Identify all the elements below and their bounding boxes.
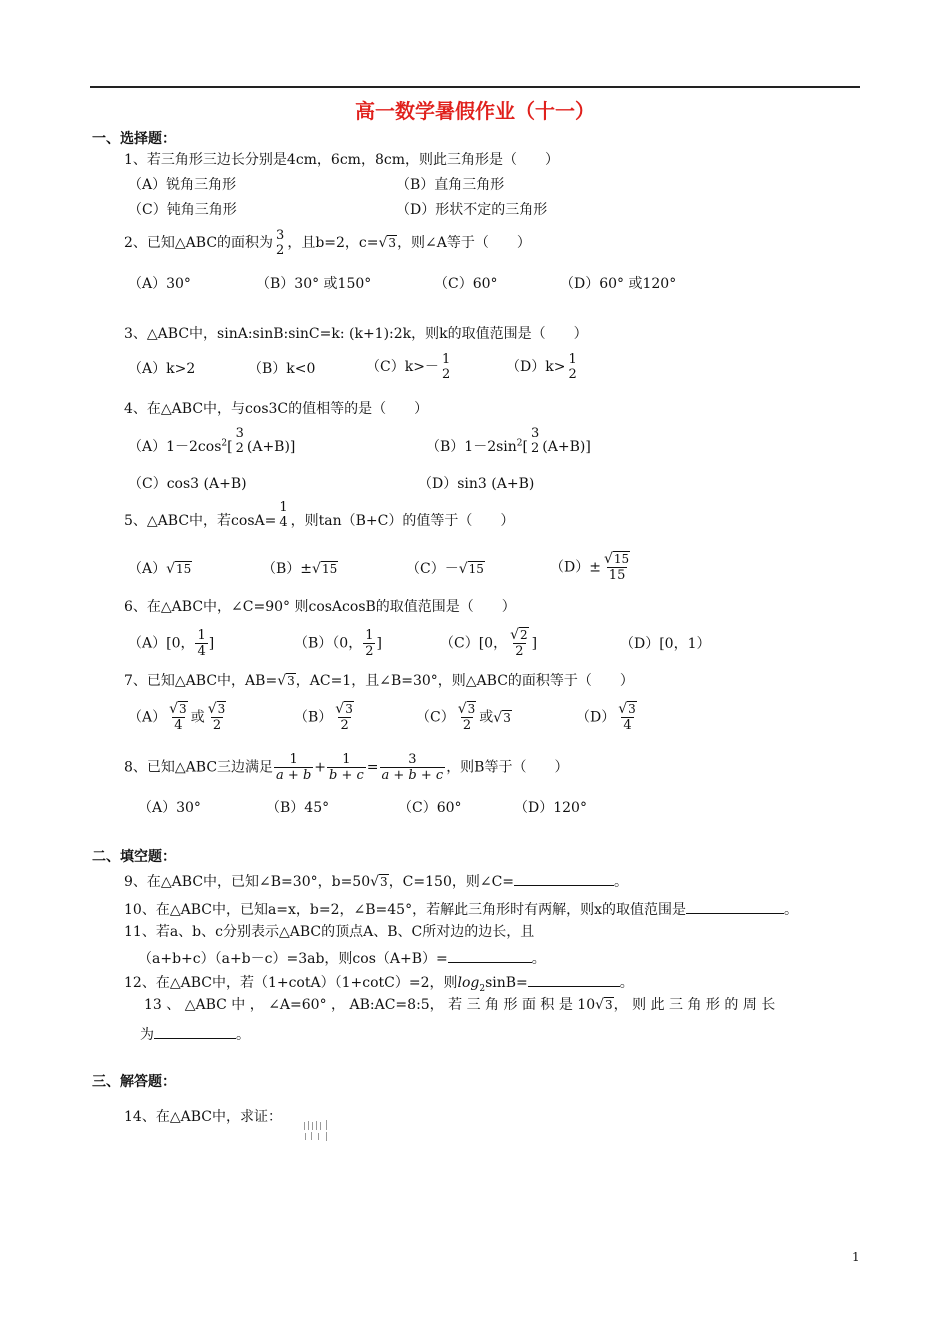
question-7-option-a: （A） $\frac{√3}{4}$ 或 $\frac{√3}{2}$ [128, 701, 226, 733]
question-7-option-b: （B） $\frac{√3}{2}$ [294, 701, 353, 733]
question-11-line-1: 11、若a、b、c分别表示△ABC的顶点A、B、C所对边的边长，且 [124, 924, 535, 940]
question-7-stem: 7、已知△ABC中，AB=√3，AC=1，且∠B=30°，则△ABC的面积等于（ ） [124, 673, 634, 689]
question-7-option-d: （D） $\frac{√3}{4}$ [576, 701, 636, 733]
fraction: 3 2 [276, 228, 285, 258]
question-6-option-b: （B）（0， $\frac{1}{2}$ ] [294, 628, 382, 659]
answer-blank[interactable] [686, 899, 784, 914]
answer-blank[interactable] [514, 871, 614, 886]
question-5-option-c: （C）－√15 [406, 561, 484, 577]
question-12: 12、在△ABC中，若（1+cotA）（1+cotC）=2，则$\log_2\sin B=$ 。 [124, 972, 634, 998]
question-6-stem: 6、在△ABC中，∠C=90° 则cosAcosB的取值范围是（ ） [124, 599, 516, 615]
question-1-option-c: （C）钝角三角形 [128, 202, 237, 218]
question-6-option-c: （C）[0， $\frac{√2}{2}$ ] [440, 627, 538, 659]
question-1-stem: 1、若三角形三边长分别是4cm，6cm，8cm，则此三角形是（ ） [124, 152, 559, 168]
header-rule [90, 86, 860, 88]
question-1-option-d: （D）形状不定的三角形 [396, 202, 548, 218]
question-7-option-c: （C） $\frac{√3}{2}$ 或√3 [416, 701, 511, 733]
question-3-option-d: （D）k> 1 2 [506, 352, 577, 382]
formula-image [302, 1120, 332, 1142]
question-4-option-b: $(B)1-2\sin^2$[ 3 2 (A+B)] [426, 426, 591, 456]
sqrt: √3 [378, 235, 397, 251]
question-11-line-2: （a+b+c）（a+b－c）=3ab，则cos（A+B）= 。 [138, 948, 546, 968]
answer-blank[interactable] [528, 972, 620, 987]
question-4-option-a: $(A)1-2\cos^2$[ 3 2 (A+B)] [128, 426, 296, 456]
question-5-option-b: （B）±√15 [262, 561, 338, 577]
answer-blank[interactable] [154, 1024, 236, 1039]
question-8-option-d: （D）120° [514, 800, 587, 816]
question-2-option-d: （D）60° 或120° [560, 276, 677, 292]
question-2-option-b: （B）30° 或150° [256, 276, 372, 292]
question-6-option-d: （D）[0，1） [620, 636, 711, 652]
question-14-stem: 14、在△ABC中，求证： [124, 1109, 282, 1125]
question-8-option-a: （A）30° [138, 800, 201, 816]
question-3-option-b: （B）k<0 [248, 361, 316, 377]
question-2-option-a: （A）30° [128, 276, 191, 292]
question-4-option-d: （D）sin3 (A+B) [418, 476, 535, 492]
page-title: 高一数学暑假作业（十一） [355, 99, 595, 123]
section-heading-choice: 一、选择题： [92, 131, 176, 147]
question-13-line-2: 为 。 [140, 1024, 250, 1044]
question-5-option-d: （D）± $\frac{√15}{15}$ [550, 551, 630, 583]
answer-blank[interactable] [448, 948, 532, 963]
question-8-option-b: （B）45° [266, 800, 330, 816]
page-number: 1 [852, 1250, 860, 1264]
question-4-option-c: （C）cos3 (A+B) [128, 476, 247, 492]
question-13-line-1: 13 、 △ABC 中 ， ∠A=60° ， AB:AC=8:5， 若 三 角 形 面 积 是 10√3， 则 此 三 角 形 的 周 长 [144, 997, 776, 1013]
question-4-stem: 4、在△ABC中，与cos3C的值相等的是（ ） [124, 401, 429, 417]
question-3-stem: 3、△ABC中，sinA:sinB:sinC=k: (k+1):2k，则k的取值范围是（ ） [124, 326, 588, 342]
question-10: 10、在△ABC中，已知a=x，b=2，∠B=45°，若解此三角形时有两解，则x的取值范围是 。 [124, 899, 798, 919]
question-3-option-c: （C）k>－ 1 2 [366, 352, 451, 382]
question-2-stem: 2、已知△ABC的面积为 3 2 ，且b=2，c=√3，则∠A等于（ ） [124, 228, 531, 258]
question-8-option-c: （C）60° [398, 800, 462, 816]
question-8-stem: 8、已知△ABC三边满足 $\frac{1}{a + b}$ + $\frac{1}{b + c}$ = $\frac{3}{a + b + c}$ ，则B等于（ ） [124, 752, 569, 783]
question-1-option-b: （B）直角三角形 [396, 177, 505, 193]
question-6-option-a: （A）[0， $\frac{1}{4}$ ] [128, 628, 215, 659]
question-5-option-a: （A）√15 [128, 561, 192, 577]
section-heading-fill: 二、填空题： [92, 849, 176, 865]
question-1-option-a: （A）锐角三角形 [128, 177, 237, 193]
question-3-option-a: （A）k>2 [128, 361, 196, 377]
question-2-option-c: （C）60° [434, 276, 498, 292]
question-9: 9、在△ABC中，已知∠B=30°，b=50√3，C=150，则∠C= 。 [124, 871, 628, 892]
section-heading-solve: 三、解答题： [92, 1074, 176, 1090]
question-5-stem: 5、△ABC中，若cosA= 1 4 ，则tan（B+C）的值等于（ ） [124, 500, 515, 530]
